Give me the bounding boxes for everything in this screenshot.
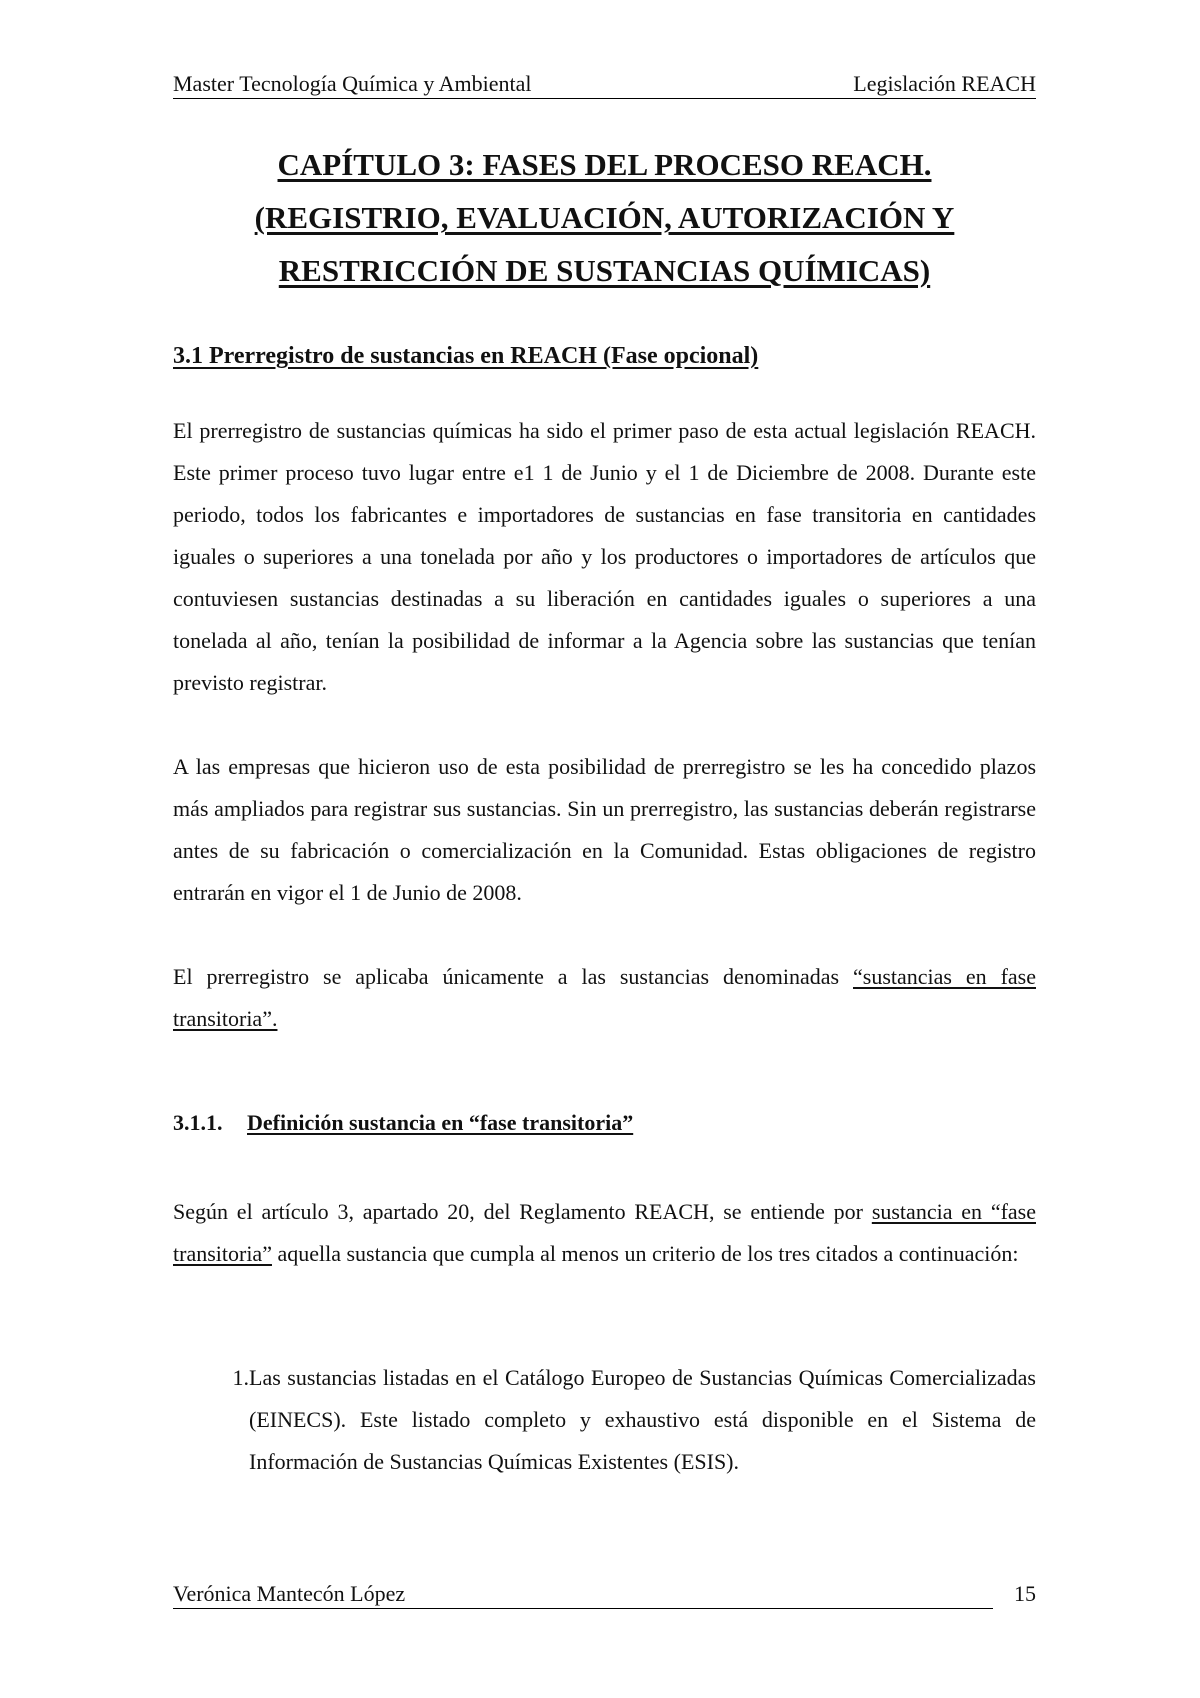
paragraph-fase-transitoria xyxy=(173,956,1036,1040)
list-marker: 1. xyxy=(232,1365,249,1390)
criteria-list xyxy=(173,1357,1036,1483)
paragraph-fase-transitoria-text: El prerregistro se aplicaba únicamente a las sustancias denominadas xyxy=(173,964,853,989)
chapter-title-line-1: CAPÍTULO 3: FASES DEL PROCESO REACH. xyxy=(277,147,932,182)
header-right: Legislación REACH xyxy=(853,71,1036,96)
page-header xyxy=(173,70,1036,99)
sustancias-fase-transitoria-link: “sustancias en fase transitoria”. xyxy=(173,964,1036,1031)
chapter-title-line-3: RESTRICCIÓN DE SUSTANCIAS QUÍMICAS) xyxy=(278,253,931,288)
list-item-text: Las sustancias listadas en el Catálogo Europeo de Sustancias Químicas Comercializadas (EINECS). Este listado completo y exhaustivo está disponible en el Sistema de Información de Sustancias Químicas Existentes (ESIS). xyxy=(249,1365,1036,1474)
page-footer xyxy=(173,1580,1036,1609)
paragraph-prerregistro-intro: El prerregistro de sustancias químicas ha sido el primer paso de esta actual legislación REACH. Este primer proceso tuvo lugar entre e1 1 de Junio y el 1 de Diciembre de 2008. Durante este periodo, todos los fabricantes e importadores de sustancias en fase transitoria en cantidades iguales o superiores a una tonelada por año y los productores o importadores de artículos que contuviesen sustancias destinadas a su liberación en cantidades iguales o superiores a una tonelada al año, tenían la posibilidad de informar a la Agencia sobre las sustancias que tenían previsto registrar. xyxy=(173,418,1036,695)
section-heading-3-1-1 xyxy=(173,1110,633,1136)
section-title: Definición sustancia en “fase transitoria” xyxy=(247,1110,634,1135)
list-item xyxy=(173,1357,1036,1483)
chapter-title xyxy=(173,138,1036,297)
paragraph-definicion-text-2: aquella sustancia que cumpla al menos un criterio de los tres citados a continuación: xyxy=(271,1241,1019,1266)
sustancia-fase-transitoria-link: sustancia en “fase transitoria” xyxy=(173,1199,1036,1266)
page-number: 15 xyxy=(1014,1581,1036,1606)
paragraph-definicion xyxy=(173,1191,1036,1275)
section-heading-3-1: 3.1 Prerregistro de sustancias en REACH (Fase opcional) xyxy=(173,343,759,369)
paragraph-plazos: A las empresas que hicieron uso de esta posibilidad de prerregistro se les ha concedido plazos más ampliados para registrar sus sustancias. Sin un prerregistro, las sustancias deberán registrarse antes de su fabricación o comercialización en la Comunidad. Estas obligaciones de registro entrarán en vigor el 1 de Junio de 2008. xyxy=(173,754,1036,905)
section-number: 3.1.1. xyxy=(173,1110,223,1135)
header-left: Master Tecnología Química y Ambiental xyxy=(173,71,532,96)
footer-author: Verónica Mantecón López xyxy=(173,1580,993,1609)
chapter-title-line-2: (REGISTRIO, EVALUACIÓN, AUTORIZACIÓN Y xyxy=(254,200,955,235)
paragraph-definicion-text-1: Según el artículo 3, apartado 20, del Reglamento REACH, se entiende por xyxy=(173,1199,872,1224)
